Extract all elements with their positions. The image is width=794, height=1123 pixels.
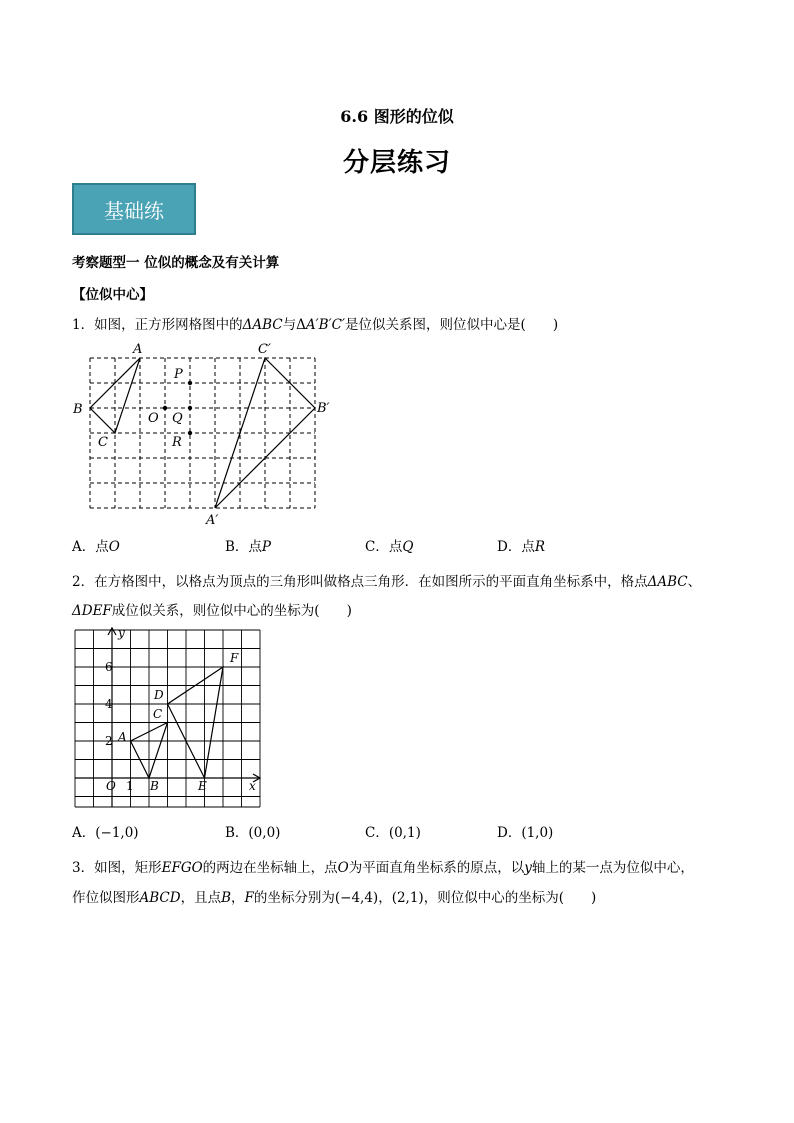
q1-point-q xyxy=(188,406,192,410)
q1-label-b: B xyxy=(73,402,83,417)
q2-stem-line2 xyxy=(72,599,352,619)
q3-text-2a: 作位似图形 xyxy=(72,890,140,906)
q2-label-x: x xyxy=(249,779,256,793)
q2-label-origin: O xyxy=(106,779,116,793)
q2-tick-4: 4 xyxy=(105,697,113,711)
q3-stem-line2 xyxy=(72,886,596,906)
q3-var-y: y xyxy=(524,860,532,876)
q1-label-r: R xyxy=(172,435,182,450)
q1-figure xyxy=(70,338,350,528)
q2-option-b[interactable]: B．(0,0) xyxy=(225,825,281,841)
q1-label-c: C xyxy=(98,435,108,450)
q1-text-post: 是位似关系图，则位似中心是( ) xyxy=(345,317,559,333)
q2-label-f: F xyxy=(230,651,239,665)
q2-text-sep: 、 xyxy=(687,574,702,590)
q2-stem-line1 xyxy=(72,570,701,590)
level-badge xyxy=(72,183,196,235)
q1-triangle-1: ΔABC xyxy=(242,317,283,333)
q2-option-a[interactable]: A．(−1,0) xyxy=(72,825,139,841)
q2-text-pre: 2．在方格图中，以格点为顶点的三角形叫做格点三角形．在如图所示的平面直角坐标系中，格点 xyxy=(72,574,648,590)
q1-option-d-var: R xyxy=(534,539,545,555)
q1-text-mid: 与Δ xyxy=(282,317,306,333)
q3-var-b: B xyxy=(221,890,231,906)
q3-var-f: F xyxy=(244,890,254,906)
q2-label-d: D xyxy=(154,688,164,702)
q2-label-y: y xyxy=(118,626,125,640)
q1-label-a: A xyxy=(133,342,143,357)
q1-label-o: O xyxy=(148,411,159,426)
q1-option-c-var: Q xyxy=(402,539,414,555)
page-subtitle: 分层练习 xyxy=(342,148,451,178)
q1-option-c[interactable] xyxy=(365,535,413,555)
q3-var-o: O xyxy=(337,860,349,876)
q1-option-a-text: A．点 xyxy=(72,539,109,555)
q3-text-1c: 为平面直角坐标系的原点，以 xyxy=(348,860,525,876)
q1-option-b[interactable] xyxy=(225,535,271,555)
section-heading: 考察题型一 位似的概念及有关计算 xyxy=(72,255,280,271)
q3-var-efgo: EFGO xyxy=(161,860,203,876)
q1-text-pre: 1．如图，正方形网格图中的 xyxy=(72,317,243,333)
q3-text-2c: ， xyxy=(231,890,245,906)
section-subheading: 【位似中心】 xyxy=(72,287,153,303)
q2-text-post: 成位似关系，则位似中心的坐标为( ) xyxy=(111,603,352,619)
q2-label-c: C xyxy=(153,707,163,721)
q2-figure xyxy=(70,625,270,815)
q1-label-q: Q xyxy=(172,411,183,426)
q1-label-b2: B′ xyxy=(317,401,330,416)
q1-option-c-text: C．点 xyxy=(365,539,403,555)
q1-option-d-text: D．点 xyxy=(497,539,535,555)
q1-stem xyxy=(72,313,558,333)
q2-option-c[interactable]: C．(0,1) xyxy=(365,825,421,841)
q3-text-1a: 3．如图，矩形 xyxy=(72,860,162,876)
q1-option-a-var: O xyxy=(108,539,120,555)
q1-triangle-2: A′B′C′ xyxy=(305,317,346,333)
q2-option-d[interactable]: D．(1,0) xyxy=(497,825,554,841)
q1-point-r xyxy=(188,431,192,435)
q2-tick-1: 1 xyxy=(126,779,134,793)
q2-label-a: A xyxy=(118,730,127,744)
q1-point-p xyxy=(188,381,192,385)
q3-text-1d: 轴上的某一点为位似中心， xyxy=(531,860,694,876)
q1-label-a2: A′ xyxy=(206,513,219,528)
q2-tick-2: 2 xyxy=(105,734,113,748)
q1-option-b-var: P xyxy=(261,539,272,555)
q1-label-c2: C′ xyxy=(258,342,271,357)
q1-option-a[interactable] xyxy=(72,535,120,555)
q2-label-b: B xyxy=(150,779,159,793)
q2-triangle-def: ΔDEF xyxy=(72,603,112,619)
q3-var-abcd: ABCD xyxy=(139,890,181,906)
q2-triangle-abc: ΔABC xyxy=(647,574,688,590)
level-badge-label: 基础练 xyxy=(104,198,164,223)
q3-stem-line1 xyxy=(72,856,694,876)
q1-option-d[interactable] xyxy=(497,535,545,555)
q2-tick-6: 6 xyxy=(105,660,113,674)
q1-grid xyxy=(90,358,315,508)
q3-text-2d: 的坐标分别为(−4,4)，(2,1)，则位似中心的坐标为( ) xyxy=(253,890,597,906)
q3-text-2b: ，且点 xyxy=(180,890,222,906)
q3-text-1b: 的两边在坐标轴上，点 xyxy=(202,860,338,876)
q1-option-b-text: B．点 xyxy=(225,539,262,555)
page-title: 6.6 图形的位似 xyxy=(340,107,454,126)
q2-label-e: E xyxy=(198,779,207,793)
q1-label-p: P xyxy=(174,367,183,382)
q1-point-o xyxy=(163,406,167,410)
